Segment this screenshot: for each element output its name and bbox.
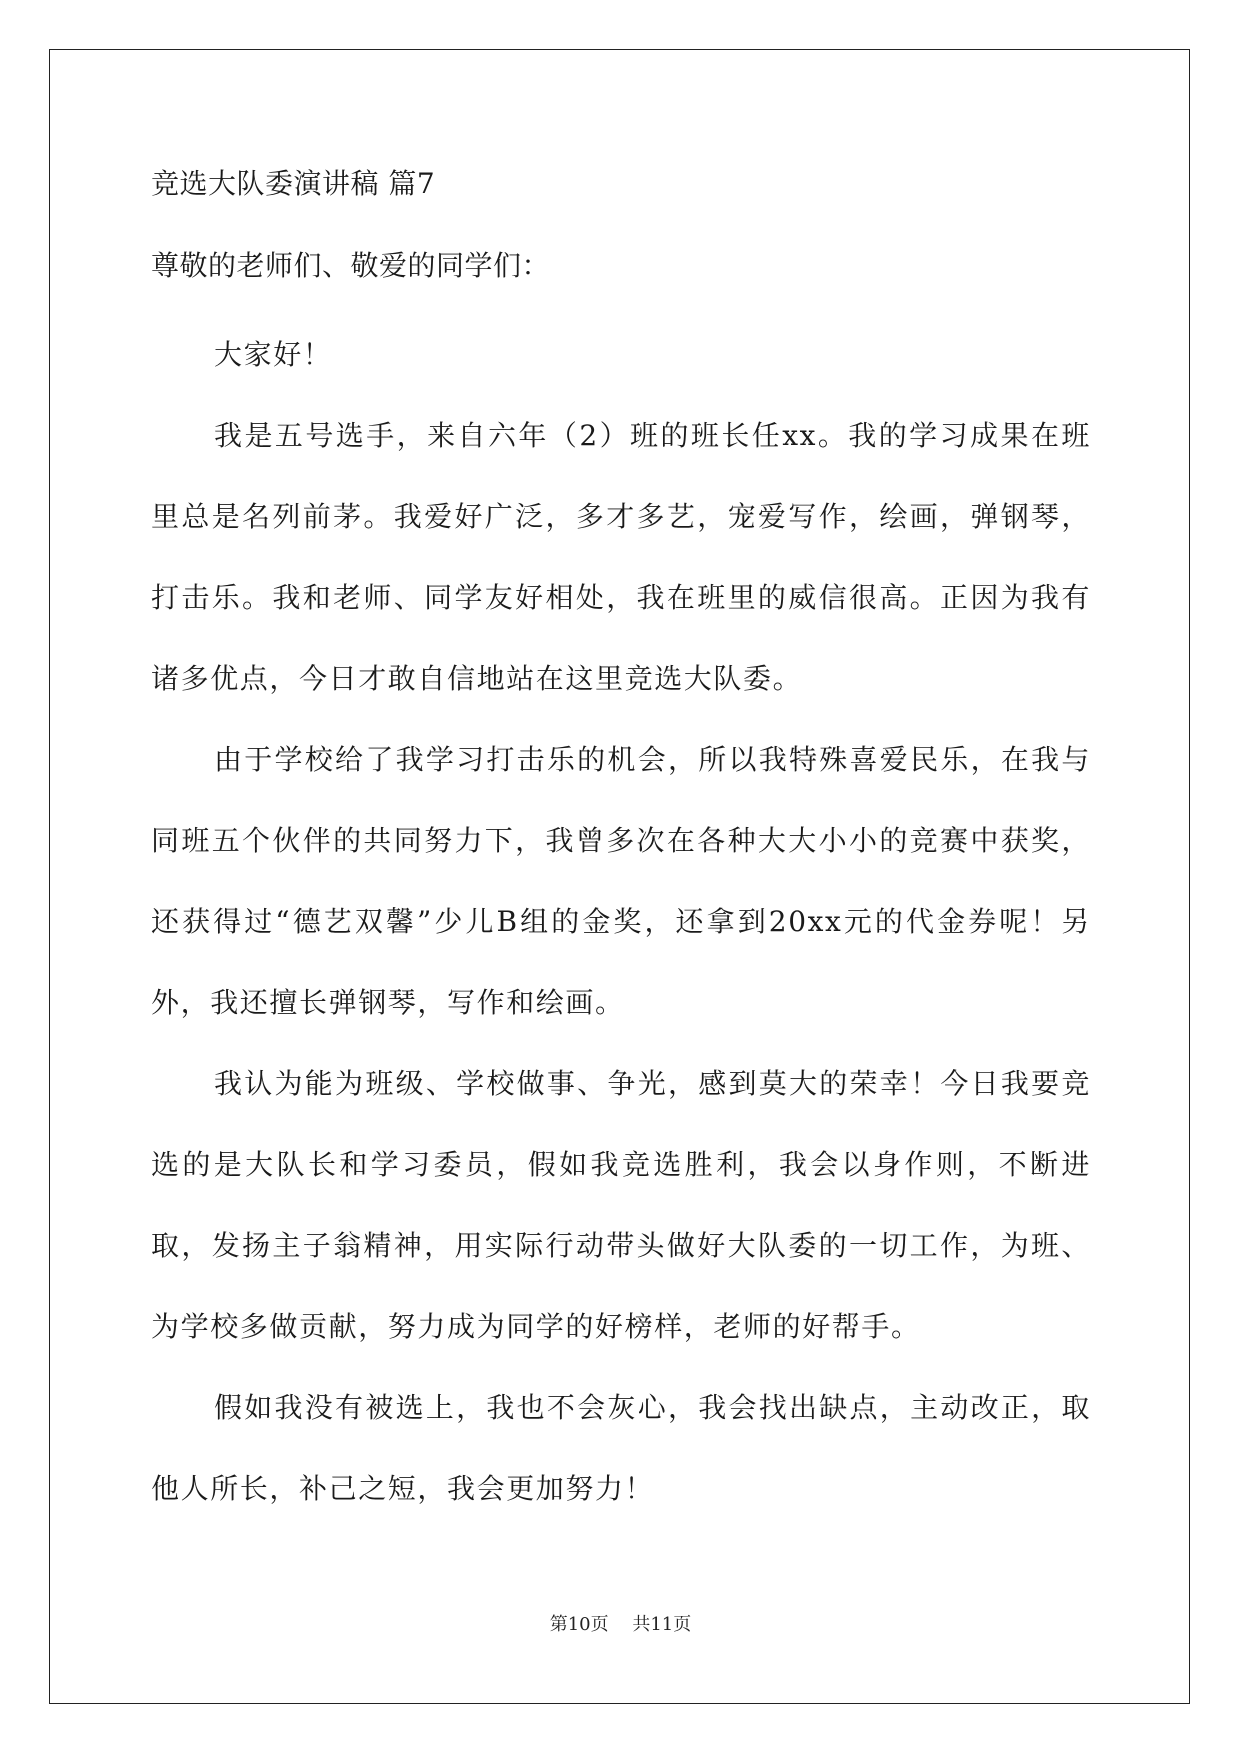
paragraph-achievements: 由于学校给了我学习打击乐的机会，所以我特殊喜爱民乐，在我与同班五个伙伴的共同努力下，我曾多次在各种大大小小的竞赛中获奖，还获得过“德艺双馨”少儿B组的金奖，还拿到20xx元的代金券呢！另外，我还擅长弹钢琴，写作和绘画。 <box>151 743 1091 1019</box>
paragraph-self-intro: 我是五号选手，来自六年（2）班的班长任xx。我的学习成果在班里总是名列前茅。我爱好广泛，多才多艺，宠爱写作，绘画，弹钢琴，打击乐。我和老师、同学友好相处，我在班里的威信很高。正因为我有诸多优点，今日才敢自信地站在这里竞选大队委。 <box>151 419 1091 695</box>
document-body <box>151 158 1091 1529</box>
document-title: 竞选大队委演讲稿 篇7 <box>151 167 436 200</box>
page-number: 第10页 <box>549 1614 609 1635</box>
page-footer <box>0 1610 1241 1636</box>
salutation: 尊敬的老师们、敬爱的同学们： <box>151 249 551 282</box>
paragraph-goals: 我认为能为班级、学校做事、争光，感到莫大的荣幸！今日我要竞选的是大队长和学习委员，假如我竞选胜利，我会以身作则，不断进取，发扬主子翁精神，用实际行动带头做好大队委的一切工作，为班、为学校多做贡献，努力成为同学的好榜样，老师的好帮手。 <box>151 1067 1091 1343</box>
page-total: 共11页 <box>632 1614 692 1635</box>
paragraph-greeting: 大家好！ <box>214 338 333 371</box>
paragraph-closing: 假如我没有被选上，我也不会灰心，我会找出缺点，主动改正，取他人所长，补己之短，我会更加努力！ <box>151 1391 1091 1505</box>
